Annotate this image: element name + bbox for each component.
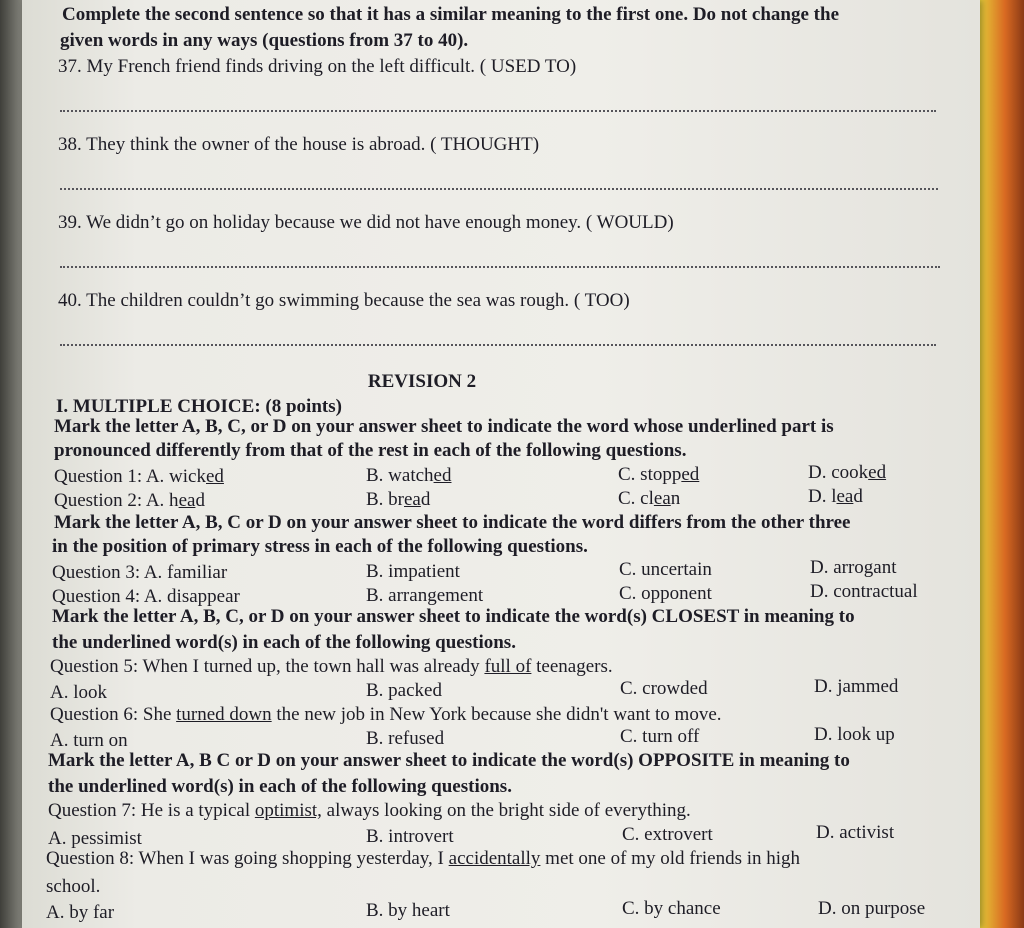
question-5-option-d[interactable]: D. jammed	[814, 676, 899, 697]
question-6-option-d[interactable]: D. look up	[814, 724, 895, 745]
question-5-option-a[interactable]: A. look	[50, 682, 107, 703]
question-2-option-d[interactable]: D. lead	[808, 486, 863, 507]
question-4-option-c[interactable]: C. opponent	[619, 583, 712, 604]
question-7-option-d[interactable]: D. activist	[816, 822, 895, 843]
opposite-instruction-2: the underlined word(s) in each of the following questions.	[48, 776, 512, 797]
stress-instruction-1: Mark the letter A, B, C or D on your answer sheet to indicate the word differs from the other three	[54, 512, 851, 533]
answer-line-37[interactable]	[60, 110, 936, 112]
question-7-stem: Question 7: He is a typical optimist, always looking on the bright side of everything.	[48, 800, 691, 821]
question-6-option-c[interactable]: C. turn off	[620, 726, 700, 747]
question-3-option-a[interactable]: Question 3: A. familiar	[52, 562, 228, 583]
question-40-number: 40	[58, 290, 77, 311]
question-38-text: . They think the owner of the house is abroad. ( THOUGHT)	[77, 134, 540, 155]
question-1-option-c[interactable]: C. stopped	[618, 464, 700, 485]
question-38-number: 38	[58, 134, 77, 155]
closest-instruction-2: the underlined word(s) in each of the following questions.	[52, 632, 516, 653]
page-left-shadow	[0, 0, 24, 928]
question-2-option-a[interactable]: Question 2: A. head	[54, 490, 205, 511]
section-heading: I. MULTIPLE CHOICE: (8 points)	[56, 396, 342, 417]
question-6-option-b[interactable]: B. refused	[366, 728, 445, 749]
question-6-stem: Question 6: She turned down the new job in New York because she didn't want to move.	[50, 704, 722, 725]
question-39-text: . We didn’t go on holiday because we did not have enough money. ( WOULD)	[77, 212, 674, 233]
question-3-option-c[interactable]: C. uncertain	[619, 559, 712, 580]
question-8-option-a[interactable]: A. by far	[46, 902, 115, 923]
question-5-option-c[interactable]: C. crowded	[620, 678, 708, 699]
question-8-stem: Question 8: When I was going shopping yesterday, I accidentally met one of my old friends in high	[46, 848, 801, 869]
question-8-stem-continued: school.	[46, 876, 101, 897]
question-8-option-c[interactable]: C. by chance	[622, 898, 721, 919]
question-8-option-b[interactable]: B. by heart	[366, 900, 450, 921]
question-40	[58, 290, 630, 312]
question-40-text: . The children couldn’t go swimming because the sea was rough. ( TOO)	[77, 290, 630, 311]
question-37-text: . My French friend finds driving on the left difficult. ( USED TO)	[77, 56, 577, 77]
question-5-stem: Question 5: When I turned up, the town hall was already full of teenagers.	[50, 656, 613, 677]
pronunciation-instruction-1: Mark the letter A, B, C, or D on your answer sheet to indicate the word whose underlined part is	[54, 416, 834, 437]
revision-title: REVISION 2	[367, 371, 477, 392]
question-39	[58, 212, 674, 234]
question-38	[58, 134, 539, 156]
instructions-line2: given words in any ways (questions from 37 to 40).	[60, 30, 469, 51]
question-5-option-b[interactable]: B. packed	[366, 680, 442, 701]
question-37	[58, 56, 576, 78]
answer-line-40[interactable]	[60, 344, 936, 346]
question-4-option-a[interactable]: Question 4: A. disappear	[52, 586, 240, 607]
question-7-option-b[interactable]: B. introvert	[366, 826, 454, 847]
question-2-option-b[interactable]: B. bread	[366, 489, 431, 510]
stress-instruction-2: in the position of primary stress in each of the following questions.	[52, 536, 588, 557]
closest-instruction-1: Mark the letter A, B, C, or D on your answer sheet to indicate the word(s) CLOSEST in meaning to	[52, 606, 855, 627]
answer-line-39[interactable]	[60, 266, 940, 268]
question-2-option-c[interactable]: C. clean	[618, 488, 681, 509]
question-3-option-b[interactable]: B. impatient	[366, 561, 460, 582]
answer-line-38[interactable]	[60, 188, 938, 190]
opposite-instruction-1: Mark the letter A, B C or D on your answer sheet to indicate the word(s) OPPOSITE in meaning to	[48, 750, 850, 771]
instructions-line1: Complete the second sentence so that it has a similar meaning to the first one. Do not change the	[62, 4, 840, 25]
question-6-option-a[interactable]: A. turn on	[50, 730, 128, 751]
pronunciation-instruction-2: pronounced differently from that of the rest in each of the following questions.	[54, 440, 687, 461]
question-7-option-a[interactable]: A. pessimist	[48, 828, 142, 849]
worksheet-page	[22, 0, 980, 928]
question-39-number: 39	[58, 212, 77, 233]
question-4-option-d[interactable]: D. contractual	[810, 581, 918, 602]
question-3-option-d[interactable]: D. arrogant	[810, 557, 897, 578]
question-8-option-d[interactable]: D. on purpose	[818, 898, 926, 919]
question-1-option-d[interactable]: D. cooked	[808, 462, 887, 483]
question-1-option-b[interactable]: B. watched	[366, 465, 452, 486]
question-4-option-b[interactable]: B. arrangement	[366, 585, 484, 606]
question-7-option-c[interactable]: C. extrovert	[622, 824, 713, 845]
question-37-number: 37	[58, 56, 77, 77]
question-1-option-a[interactable]: Question 1: A. wicked	[54, 466, 224, 487]
